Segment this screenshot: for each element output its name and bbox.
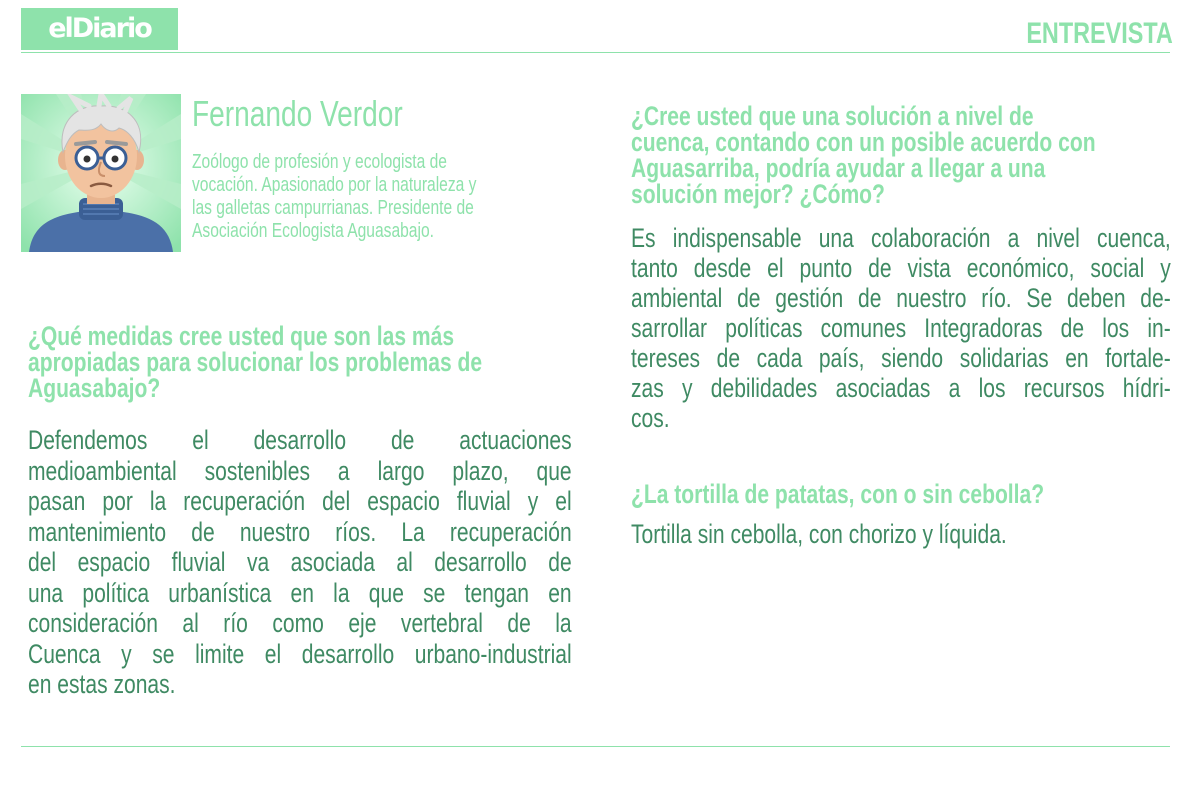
bio-line: vocación. Apasionado por la naturaleza y xyxy=(192,174,477,196)
avatar xyxy=(21,94,181,252)
answer-line: mantenimiento de nuestro ríos. La recuperación xyxy=(28,516,572,547)
interviewee-bio xyxy=(192,151,488,243)
question-3 xyxy=(631,481,1181,507)
footer-divider xyxy=(21,746,1170,747)
answer-line: sarrollar políticas comunes Integradoras de los in- xyxy=(631,313,1171,343)
answer-line: medioambiental sostenibles a largo plazo, que xyxy=(28,455,572,486)
question-2 xyxy=(631,103,1181,207)
answer-line: zas y debilidades asociadas a los recursos hídri- xyxy=(631,373,1171,403)
site-logo[interactable]: elDiario xyxy=(21,8,178,50)
answer-line: tanto desde el punto de vista económico, social y xyxy=(631,253,1171,283)
bio-line: Asociación Ecologista Aguasabajo. xyxy=(192,220,434,242)
question-line: ¿Qué medidas cree usted que son las más xyxy=(28,321,455,351)
answer-line: una política urbanística en la que se tengan en xyxy=(28,577,572,608)
question-line: ¿La tortilla de patatas, con o sin cebolla? xyxy=(631,479,1045,509)
header-divider xyxy=(21,52,1170,53)
section-label: ENTREVISTA xyxy=(1026,17,1173,50)
answer-line: Defendemos el desarrollo de actuaciones xyxy=(28,425,572,455)
question-line: solución mejor? ¿Cómo? xyxy=(631,179,885,209)
answer-line: Cuenca y se limite el desarrollo urbano-industrial xyxy=(28,638,572,669)
answer-line: cos. xyxy=(631,403,670,433)
bio-line: Zoólogo de profesión y ecologista de xyxy=(192,151,447,173)
answer-line: consideración al río como eje vertebral de la xyxy=(28,608,572,638)
answer-line: en estas zonas. xyxy=(28,669,176,699)
interviewee-name: Fernando Verdor xyxy=(192,93,403,134)
question-line: Aguasabajo? xyxy=(28,373,161,403)
question-line: cuenca, contando con un posible acuerdo con xyxy=(631,127,1096,157)
question-line: Aguasarriba, podría ayudar a llegar a una xyxy=(631,153,1046,183)
bio-line: las galletas campurrianas. Presidente de xyxy=(192,197,474,219)
cartoon-man-avatar-icon xyxy=(21,94,181,252)
answer-line: ambiental de gestión de nuestro río. Se deben de- xyxy=(631,283,1171,313)
answer-2 xyxy=(631,223,1171,433)
answer-line: del espacio fluvial va asociada al desarrollo de xyxy=(28,547,572,577)
answer-3 xyxy=(631,518,1181,550)
question-1 xyxy=(28,323,578,401)
question-line: ¿Cree usted que una solución a nivel de xyxy=(631,101,1034,131)
answer-line: Es indispensable una colaboración a nivel cuenca, xyxy=(631,223,1171,253)
answer-line: pasan por la recuperación del espacio fluvial y el xyxy=(28,486,572,516)
question-line: apropiadas para solucionar los problemas de xyxy=(28,347,483,377)
answer-line: tereses de cada país, siendo solidarias en fortale- xyxy=(631,343,1171,373)
answer-1 xyxy=(28,425,572,700)
answer-line: Tortilla sin cebolla, con chorizo y líquida. xyxy=(631,519,1007,549)
